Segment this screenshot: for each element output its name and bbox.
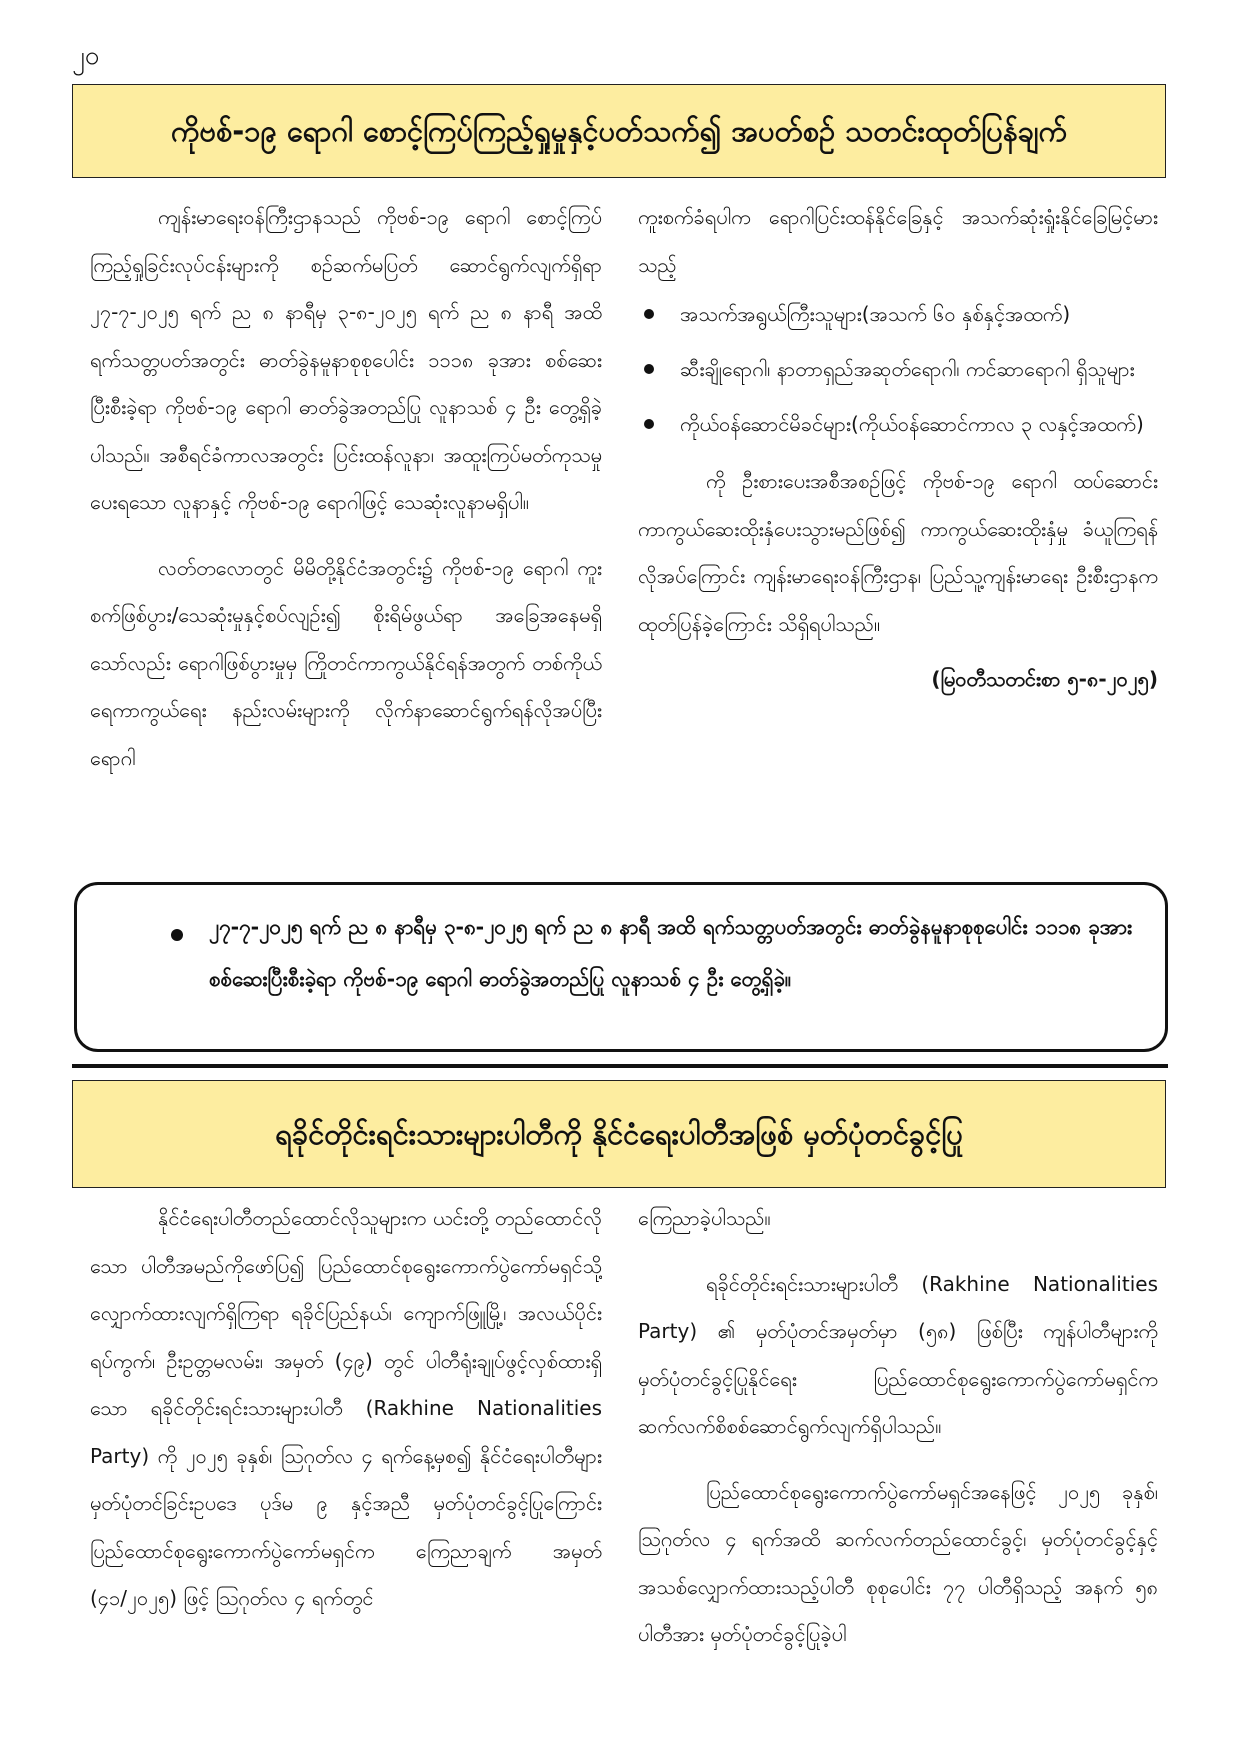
section-divider	[72, 1064, 1168, 1068]
article-1-right-paragraph-1: ကူးစက်ခံရပါက ရောဂါပြင်းထန်နိုင်ခြေနှင့် အသက်ဆုံးရှုံးနိုင်ခြေမြင့်မားသည့်	[638, 205, 1158, 277]
article-2-left-paragraph-1: နိုင်ငံရေးပါတီတည်ထောင်လိုသူများက ယင်းတို့ တည်ထောင်လိုသော ပါတီအမည်ကိုဖော်ပြ၍ ပြည်ထောင်စုရွေးကောက်ပွဲကော်မရှင်သို့ လျှောက်ထားလျက်ရှိကြရာ ရခိုင်ပြည်နယ်၊ ကျောက်ဖြူမြို့၊ အလယ်ပိုင်းရပ်ကွက်၊ ဦးဥတ္တမလမ်း၊ အမှတ် (၄၉) တွင် ပါတီရုံးချုပ်ဖွင့်လှစ်ထားရှိသော ရခိုင်တိုင်းရင်းသားများပါတီ (Rakhine Nationalities Party) ကို ၂၀၂၅ ခုနှစ်၊ ဩဂုတ်လ ၄ ရက်နေ့မှစ၍ နိုင်ငံရေးပါတီများ မှတ်ပုံတင်ခြင်းဥပဒေ ပုဒ်မ ၉ နှင့်အညီ မှတ်ပုံတင်ခွင့်ပြုကြောင်း ပြည်ထောင်စုရွေးကောက်ပွဲကော်မရှင်က ကြေညာချက် အမှတ် (၄၁/၂၀၂၅) ဖြင့် ဩဂုတ်လ ၄ ရက်တွင်	[90, 1206, 602, 1610]
risk-group-list	[638, 293, 1158, 446]
article-2-right-column	[638, 1195, 1158, 1735]
bullet-icon	[644, 419, 654, 429]
article-1-right-column	[638, 194, 1158, 864]
article-1-source: (မြဝတီသတင်းစာ ၅-၈-၂၀၂၅)	[931, 667, 1158, 691]
article-2-right-paragraph-3: ပြည်ထောင်စုရွေးကောက်ပွဲကော်မရှင်အနေဖြင့် ၂၀၂၅ ခုနှစ်၊ ဩဂုတ်လ ၄ ရက်အထိ ဆက်လက်တည်ထောင်ခွင့်၊ မှတ်ပုံတင်ခွင့်နှင့် အသစ်လျှောက်ထားသည့်ပါတီ စုစုပေါင်း ၇၇ ပါတီရှိသည့် အနက် ၅၈ ပါတီအား မှတ်ပုံတင်ခွင့်ပြုခဲ့ပါ	[638, 1479, 1158, 1646]
list-item: အသက်အရွယ်ကြီးသူများ(အသက် ၆၀ နှစ်နှင့်အထက်)	[638, 293, 1158, 336]
article-2-left-column	[90, 1195, 602, 1735]
article-1-right-paragraph-2: ကို ဦးစားပေးအစီအစဉ်ဖြင့် ကိုဗစ်-၁၉ ရောဂါ ထပ်ဆောင်းကာကွယ်ဆေးထိုးနှံပေးသွားမည်ဖြစ်၍ ကာကွယ်ဆေးထိုးနှံမှု ခံယူကြရန် လိုအပ်ကြောင်း ကျန်းမာရေးဝန်ကြီးဌာန၊ ပြည်သူ့ကျန်းမာရေး ဦးစီးဌာနက ထုတ်ပြန်ခဲ့ကြောင်း သိရှိရပါသည်။	[638, 469, 1158, 636]
article-1-left-paragraph-1: ကျန်းမာရေးဝန်ကြီးဌာနသည် ကိုဗစ်-၁၉ ရောဂါ စောင့်ကြပ်ကြည့်ရှုခြင်းလုပ်ငန်းများကို စဉ်ဆက်မပြတ် ဆောင်ရွက်လျက်ရှိရာ ၂၇-၇-၂၀၂၅ ရက် ည ၈ နာရီမှ ၃-၈-၂၀၂၅ ရက် ည ၈ နာရီ အထိ ရက်သတ္တပတ်အတွင်း ဓာတ်ခွဲနမူနာစုစုပေါင်း ၁၁၁၈ ခုအား စစ်ဆေးပြီးစီးခဲ့ရာ ကိုဗစ်-၁၉ ရောဂါ ဓာတ်ခွဲအတည်ပြု လူနာသစ် ၄ ဦး တွေ့ရှိခဲ့ပါသည်။ အစီရင်ခံကာလအတွင်း ပြင်းထန်လူနာ၊ အထူးကြပ်မတ်ကုသမှုပေးရသော လူနာနှင့် ကိုဗစ်-၁၉ ရောဂါဖြင့် သေဆုံးလူနာမရှိပါ။	[90, 205, 602, 514]
list-item: ကိုယ်ဝန်ဆောင်မိခင်များ(ကိုယ်ဝန်ဆောင်ကာလ ၃ လနှင့်အထက်)	[638, 403, 1158, 446]
bullet-icon	[644, 309, 654, 319]
article-1-left-column	[90, 194, 602, 854]
list-item: ဆီးချိုရောဂါ၊ နာတာရှည်အဆုတ်ရောဂါ၊ ကင်ဆာရောဂါ ရှိသူများ	[638, 348, 1158, 391]
highlight-box	[74, 882, 1168, 1052]
bullet-icon	[644, 364, 654, 374]
highlight-text: ၂၇-၇-၂၀၂၅ ရက် ည ၈ နာရီမှ ၃-၈-၂၀၂၅ ရက် ည ၈ နာရီ အထိ ရက်သတ္တပတ်အတွင်း ဓာတ်ခွဲနမူနာစုစုပေါင်း ၁၁၁၈ ခုအား စစ်ဆေးပြီးစီးခဲ့ရာ ကိုဗစ်-၁၉ ရောဂါ ဓာတ်ခွဲအတည်ပြု လူနာသစ် ၄ ဦး တွေ့ရှိခဲ့။	[209, 915, 1133, 991]
article-2-right-paragraph-2: ရခိုင်တိုင်းရင်းသားများပါတီ (Rakhine Nationalities Party) ၏ မှတ်ပုံတင်အမှတ်မှာ (၅၈) ဖြစ်ပြီး ကျန်ပါတီများကို မှတ်ပုံတင်ခွင့်ပြုနိုင်ရေး ပြည်ထောင်စုရွေးကောက်ပွဲကော်မရှင်က ဆက်လက်စိစစ်ဆောင်ရွက်လျက်ရှိပါသည်။	[638, 1271, 1158, 1438]
article-1-left-paragraph-2: လတ်တလောတွင် မိမိတို့နိုင်ငံအတွင်း၌ ကိုဗစ်-၁၉ ရောဂါ ကူးစက်ဖြစ်ပွား/သေဆုံးမှုနှင့်စပ်လျဉ်း၍ စိုးရိမ်ဖွယ်ရာ အခြေအနေမရှိသော်လည်း ရောဂါဖြစ်ပွားမှုမှ ကြိုတင်ကာကွယ်နိုင်ရန်အတွက် တစ်ကိုယ်ရေကာကွယ်ရေး နည်းလမ်းများကို လိုက်နာဆောင်ရွက်ရန်လိုအပ်ပြီး ရောဂါ	[90, 555, 602, 770]
article-2-right-paragraph-1: ကြေညာခဲ့ပါသည်။	[638, 1206, 771, 1230]
page-number: ၂၀	[72, 41, 100, 71]
article-2-title: ရခိုင်တိုင်းရင်းသားများပါတီကို နိုင်ငံရေးပါတီအဖြစ် မှတ်ပုံတင်ခွင့်ပြု	[72, 1080, 1166, 1188]
bullet-icon	[171, 929, 183, 941]
article-1-title: ကိုဗစ်-၁၉ ရောဂါ စောင့်ကြပ်ကြည့်ရှုမှုနှင့်ပတ်သက်၍ အပတ်စဉ် သတင်းထုတ်ပြန်ချက်	[72, 84, 1166, 178]
